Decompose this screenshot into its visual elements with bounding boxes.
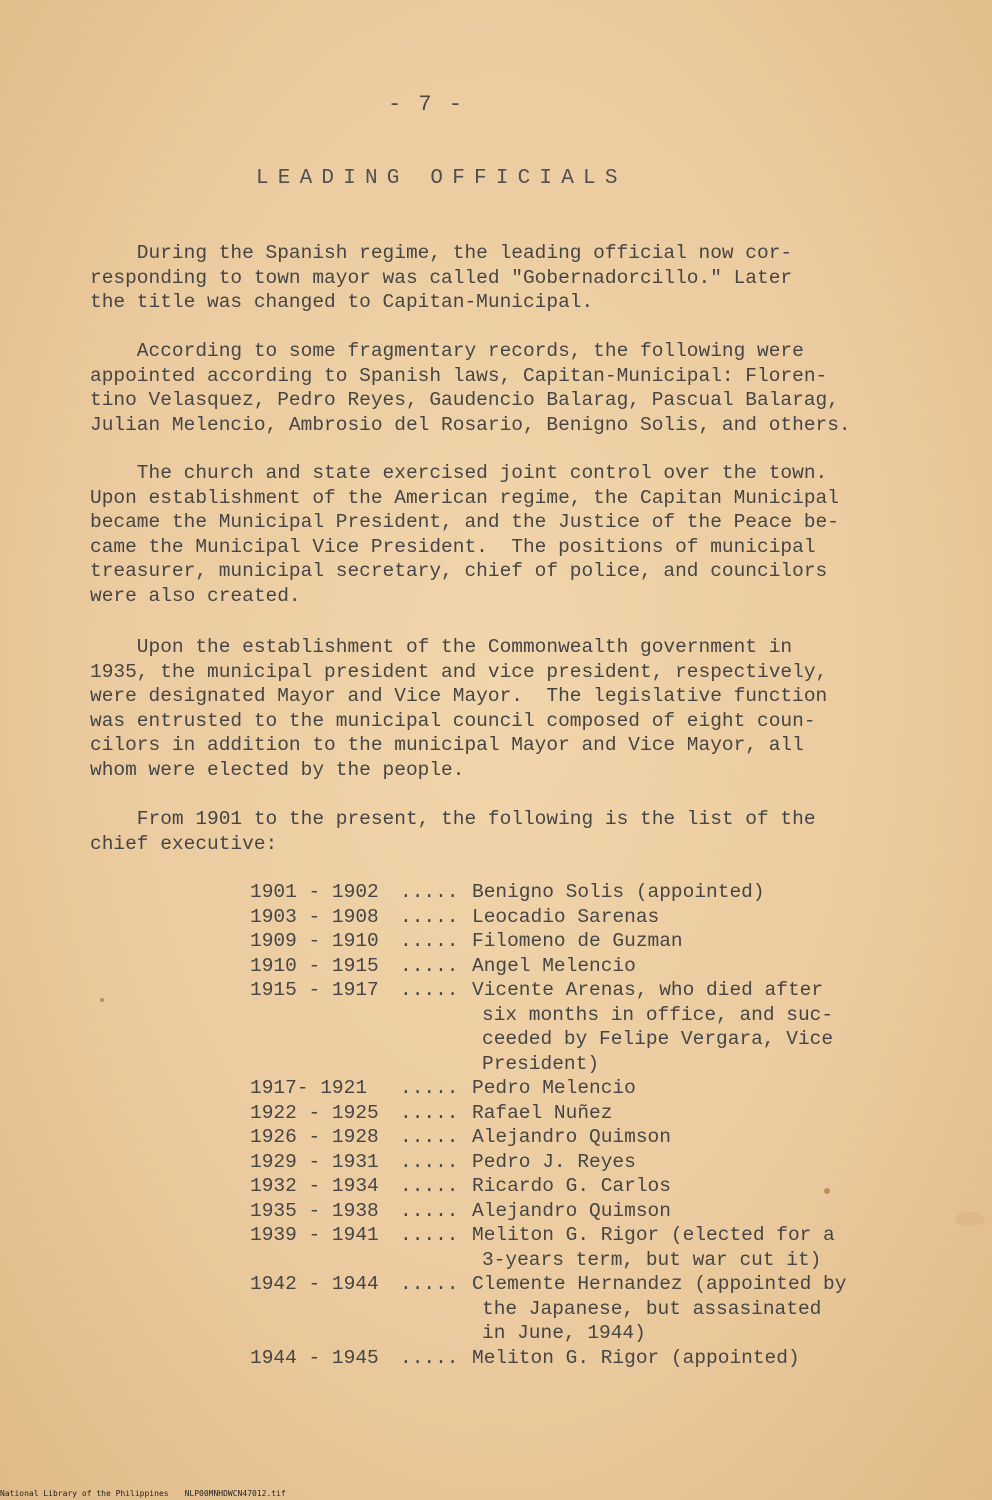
executive-name-line: Ricardo G. Carlos [472, 1175, 671, 1197]
paragraph-line: responding to town mayor was called "Gobernadorcillo." Later [90, 266, 793, 289]
executive-name-line: Pedro J. Reyes [472, 1150, 636, 1173]
executive-name-line: the Japanese, but assasinated [482, 1297, 822, 1320]
leader-dots: ..... [400, 905, 459, 928]
scan-footer [0, 1489, 302, 1498]
executive-name [472, 929, 683, 954]
executive-term-years: 1922 - 1925 [250, 1101, 379, 1124]
paragraph-line: During the Spanish regime, the leading official now cor- [90, 242, 793, 264]
executive-name-line: ceeded by Felipe Vergara, Vice [482, 1028, 834, 1050]
executive-entry [250, 1174, 846, 1199]
executive-term-years: 1929 - 1931 [250, 1150, 379, 1173]
executive-name [472, 1150, 636, 1175]
section-heading: LEADING OFFICIALS [256, 167, 627, 190]
executive-name [472, 1174, 671, 1199]
executive-name-line: Pedro Melencio [472, 1077, 636, 1099]
executive-entry [250, 1101, 846, 1126]
executive-term-years: 1910 - 1915 [250, 954, 379, 977]
executive-name-line: Meliton G. Rigor (appointed) [472, 1346, 800, 1369]
paragraph-line: were designated Mayor and Vice Mayor. The legislative function [90, 685, 828, 708]
executive-name [472, 1199, 671, 1224]
paragraph-line: 1935, the municipal president and vice president, respectively, [90, 660, 828, 683]
paragraph-line: The church and state exercised joint control over the town. [90, 462, 828, 484]
leader-dots: ..... [400, 979, 459, 1001]
executive-entry [250, 1199, 846, 1224]
executive-name [472, 905, 659, 930]
executive-entry [250, 954, 846, 979]
leader-dots: ..... [400, 930, 459, 952]
paragraph-list-intro [90, 807, 900, 856]
paragraph-line: became the Municipal President, and the Justice of the Peace be- [90, 511, 839, 534]
executive-name-line: six months in office, and suc- [482, 1003, 834, 1026]
executive-name [472, 1346, 800, 1371]
paragraph-line: chief executive: [90, 832, 278, 855]
executive-entry [250, 1223, 846, 1272]
paragraph-commonwealth [90, 635, 900, 783]
paragraph-line: was entrusted to the municipal council composed of eight coun- [90, 709, 816, 732]
executive-entry [250, 1150, 846, 1175]
leader-dots: ..... [400, 1175, 459, 1197]
leader-dots: ..... [400, 881, 459, 903]
executive-name-line: Angel Melencio [472, 954, 636, 977]
executive-name-line: Benigno Solis (appointed) [472, 881, 765, 903]
paragraph-line: treasurer, municipal secretary, chief of police, and councilors [90, 560, 828, 583]
leader-dots: ..... [400, 1101, 459, 1124]
executive-name-line: Meliton G. Rigor (elected for a [472, 1224, 835, 1246]
executive-entry [250, 1346, 846, 1371]
paragraph-capitan-municipal [90, 339, 900, 437]
executive-name-line: Vicente Arenas, who died after [472, 979, 824, 1001]
leader-dots: ..... [400, 954, 459, 977]
executive-name-line: Leocadio Sarenas [472, 905, 660, 928]
leader-dots: ..... [400, 1273, 459, 1295]
paragraph-line: the title was changed to Capitan-Municipal. [90, 291, 594, 314]
leader-dots: ..... [400, 1199, 459, 1222]
leader-dots: ..... [400, 1346, 459, 1369]
executive-name [472, 1125, 671, 1150]
paragraph-line: whom were elected by the people. [90, 758, 465, 781]
executive-term-years: 1917- 1921 [250, 1077, 368, 1099]
paragraph-line: Upon establishment of the American regime, the Capitan Municipal [90, 486, 839, 509]
executive-name-line: 3-years term, but war cut it) [482, 1248, 822, 1271]
paragraph-american-regime [90, 461, 900, 609]
paragraph-line: cilors in addition to the municipal Mayor and Vice Mayor, all [90, 734, 804, 757]
executive-name-line: Alejandro Quimson [472, 1126, 671, 1148]
executive-term-years: 1932 - 1934 [250, 1175, 379, 1197]
executive-term-years: 1944 - 1945 [250, 1346, 379, 1369]
executive-term-years: 1942 - 1944 [250, 1273, 379, 1295]
executive-entry [250, 1272, 846, 1346]
paragraph-spanish-regime [90, 241, 900, 315]
executive-entry [250, 929, 846, 954]
leader-dots: ..... [400, 1150, 459, 1173]
executive-name-line: Rafael Nuñez [472, 1101, 613, 1124]
paragraph-line: From 1901 to the present, the following is the list of the [90, 808, 816, 830]
paragraph-line: were also created. [90, 584, 301, 607]
executive-term-years: 1909 - 1910 [250, 930, 379, 952]
executive-term-years: 1915 - 1917 [250, 979, 379, 1001]
executive-entry [250, 880, 846, 905]
paragraph-line: tino Velasquez, Pedro Reyes, Gaudencio Balarag, Pascual Balarag, [90, 389, 839, 412]
executive-term-years: 1903 - 1908 [250, 905, 379, 928]
leader-dots: ..... [400, 1077, 459, 1099]
executive-term-years: 1901 - 1902 [250, 881, 379, 903]
executive-name-line: Clemente Hernandez (appointed by [472, 1273, 847, 1295]
executive-name [472, 1101, 612, 1126]
executive-term-years: 1935 - 1938 [250, 1199, 379, 1222]
executive-name [472, 1272, 846, 1346]
executive-name-line: Alejandro Quimson [472, 1199, 671, 1222]
paper-speck [824, 1188, 830, 1194]
page-number: - 7 - [387, 92, 464, 117]
executive-entry [250, 905, 846, 930]
executive-name-line: Filomeno de Guzman [472, 930, 683, 952]
paper-speck [100, 998, 104, 1002]
executive-entry [250, 1076, 846, 1101]
paragraph-line: came the Municipal Vice President. The positions of municipal [90, 535, 816, 558]
paper-stain [955, 1212, 985, 1226]
executive-term-years: 1939 - 1941 [250, 1224, 379, 1246]
leader-dots: ..... [400, 1224, 459, 1246]
footer-source: National Library of the Philippines [0, 1489, 169, 1498]
paragraph-line: Upon the establishment of the Commonwealth government in [90, 636, 793, 658]
paragraph-line: Julian Melencio, Ambrosio del Rosario, Benigno Solis, and others. [90, 413, 851, 436]
executive-name-line: in June, 1944) [482, 1322, 646, 1344]
paragraph-line: appointed according to Spanish laws, Capitan-Municipal: Floren- [90, 364, 828, 387]
executive-name [472, 1223, 835, 1272]
executive-name [472, 978, 833, 1076]
chief-executive-list [250, 880, 846, 1370]
executive-entry [250, 1125, 846, 1150]
executive-term-years: 1926 - 1928 [250, 1126, 379, 1148]
executive-name [472, 1076, 636, 1101]
executive-name [472, 880, 765, 905]
executive-entry [250, 978, 846, 1076]
paragraph-line: According to some fragmentary records, the following were [90, 340, 804, 362]
executive-name [472, 954, 636, 979]
executive-name-line: President) [482, 1052, 600, 1075]
leader-dots: ..... [400, 1126, 459, 1148]
footer-filename: NLP00MNHDWCN47012.tif [184, 1489, 286, 1498]
